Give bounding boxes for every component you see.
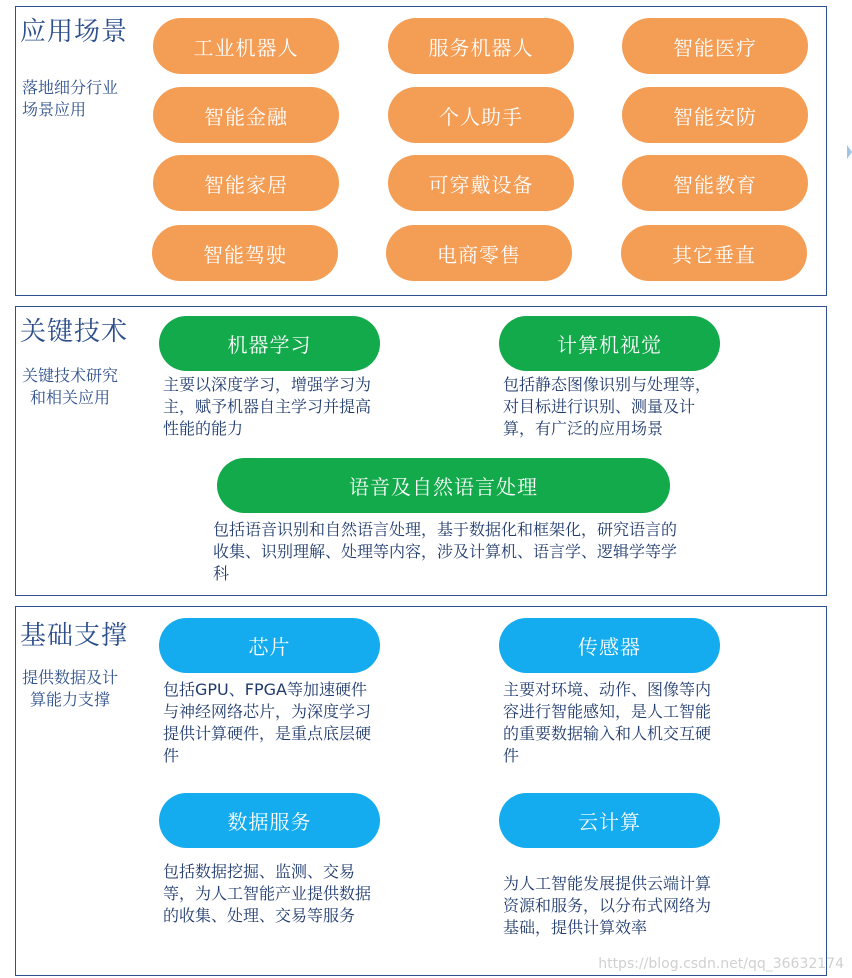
machine-learning-desc: 主要以深度学习，增强学习为主，赋予机器自主学习并提高性能的能力 (163, 375, 372, 438)
chip-desc: 包括GPU、FPGA等加速硬件与神经网络芯片，为深度学习提供计算硬件，是重点底层硬件 (163, 680, 372, 765)
key-technologies-title: 关键技术 (20, 317, 129, 347)
application-scenarios-title: 应用场景 (20, 17, 129, 47)
scenario-pill: 其它垂直 (621, 225, 807, 281)
scenario-pill: 服务机器人 (388, 18, 574, 74)
scenario-pill: 工业机器人 (153, 18, 339, 74)
scenario-pill: 智能医疗 (622, 18, 808, 74)
scenario-pill: 个人助手 (388, 87, 574, 143)
watermark: https://blog.csdn.net/qq_36632174 (598, 956, 844, 972)
cloud-computing-desc: 为人工智能发展提供云端计算资源和服务，以分布式网络为基础，提供计算效率 (503, 874, 712, 937)
key-technologies-panel (15, 306, 827, 596)
machine-learning-pill: 机器学习 (159, 316, 380, 371)
scenario-pill: 智能安防 (622, 87, 808, 143)
cloud-computing-pill: 云计算 (499, 793, 720, 848)
application-scenarios-panel (15, 6, 827, 296)
application-scenarios-subtitle: 落地细分行业场景应用 (22, 78, 119, 119)
scenario-pill: 智能驾驶 (152, 225, 338, 281)
connector-arrow-right (847, 145, 852, 159)
scenario-pill: 电商零售 (386, 225, 572, 281)
scenario-pill: 可穿戴设备 (388, 155, 574, 211)
infrastructure-panel (15, 606, 827, 976)
sensor-desc: 主要对环境、动作、图像等内容进行智能感知，是人工智能的重要数据输入和人机交互硬件 (503, 680, 712, 765)
scenario-pill: 智能家居 (153, 155, 339, 211)
speech-nlp-pill: 语音及自然语言处理 (217, 458, 670, 513)
sensor-pill: 传感器 (499, 618, 720, 673)
scenario-pill: 智能金融 (153, 87, 339, 143)
computer-vision-desc: 包括静态图像识别与处理等，对目标进行识别、测量及计算，有广泛的应用场景 (503, 375, 712, 438)
data-service-desc: 包括数据挖掘、监测、交易等，为人工智能产业提供数据的收集、处理、交易等服务 (163, 862, 372, 925)
scenario-pill: 智能教育 (622, 155, 808, 211)
infrastructure-title: 基础支撑 (20, 621, 129, 651)
key-technologies-subtitle: 关键技术研究和相关应用 (22, 366, 119, 407)
data-service-pill: 数据服务 (159, 793, 380, 848)
speech-nlp-desc: 包括语音识别和自然语言处理，基于数据化和框架化，研究语言的收集、识别理解、处理等内容，涉及计算机、语言学、逻辑学等学科 (213, 520, 678, 583)
infrastructure-subtitle: 提供数据及计算能力支撑 (22, 668, 119, 709)
computer-vision-pill: 计算机视觉 (499, 316, 720, 371)
chip-pill: 芯片 (159, 618, 380, 673)
